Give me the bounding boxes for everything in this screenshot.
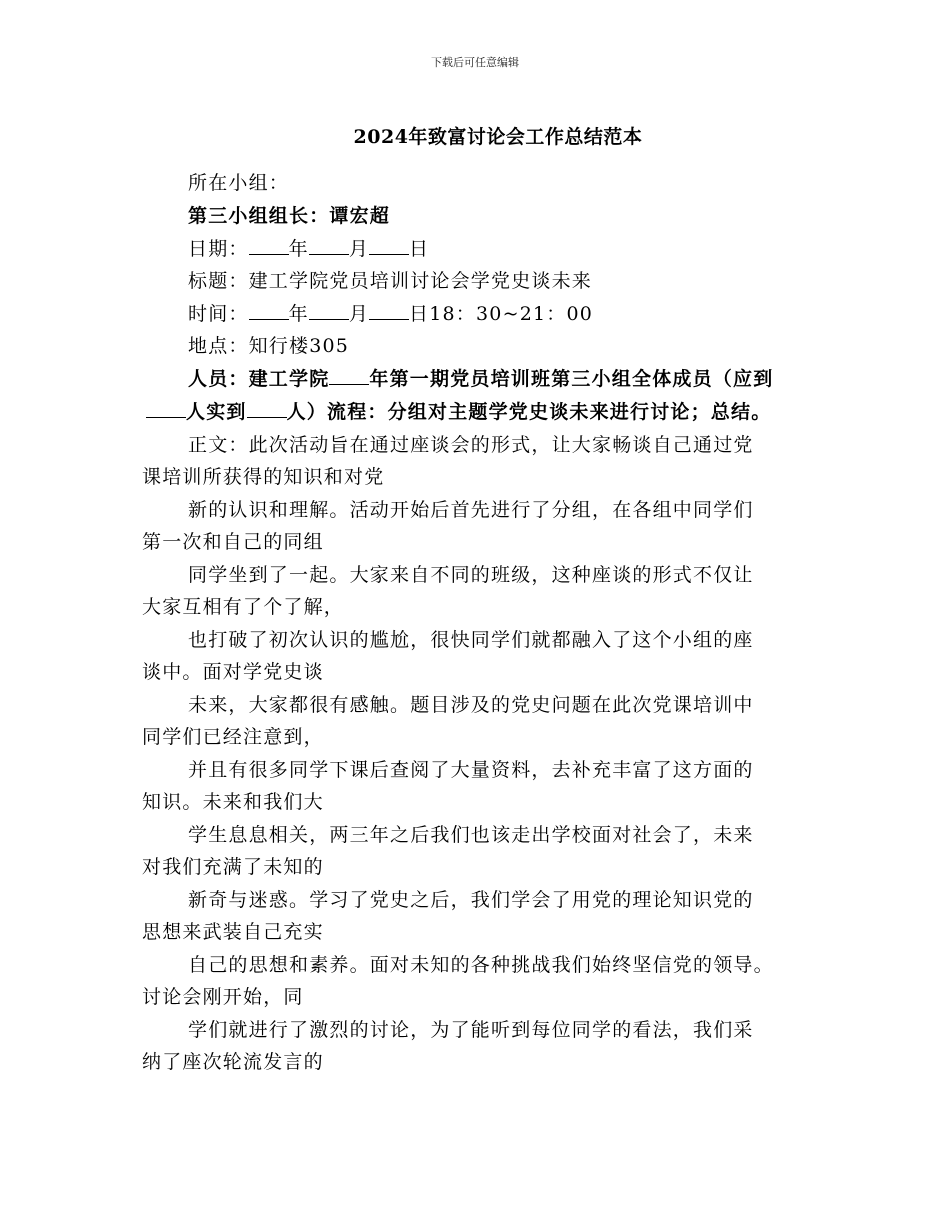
body-line: 谈中。面对学党史谈 — [142, 661, 324, 683]
location-line: 地点：知行楼305 — [188, 335, 350, 357]
day-label: 日 — [409, 238, 430, 260]
body-line: 知识。未来和我们大 — [142, 791, 324, 813]
body-line: 纳了座次轮流发言的 — [142, 1051, 324, 1073]
blank-field — [369, 303, 409, 320]
process-text: 人）流程：分组对主题学党史谈未来进行讨论；总结。 — [286, 401, 772, 423]
body-line: 同学坐到了一起。大家来自不同的班级，这种座谈的形式不仅让 — [188, 564, 754, 586]
body-line: 讨论会刚开始，同 — [142, 986, 304, 1008]
time-line — [188, 299, 593, 326]
leader-line: 第三小组组长：谭宏超 — [188, 205, 391, 227]
people-line — [188, 364, 773, 391]
body-line: 第一次和自己的同组 — [142, 531, 324, 553]
blank-field — [309, 303, 349, 320]
body-line: 未来，大家都很有感触。题目涉及的党史问题在此次党课培训中 — [188, 694, 754, 716]
body-line: 同学们已经注意到， — [142, 726, 324, 748]
blank-field — [329, 368, 369, 385]
body-line: 也打破了初次认识的尴尬，很快同学们就都融入了这个小组的座 — [188, 629, 754, 651]
blank-field — [247, 401, 287, 418]
body-line: 自己的思想和素养。面对未知的各种挑战我们始终坚信党的领导。 — [188, 954, 774, 976]
body-line: 新奇与迷惑。学习了党史之后，我们学会了用党的理论知识党的 — [188, 889, 754, 911]
document-title: 2024年致富讨论会工作总结范本 — [353, 126, 643, 148]
body-line: 思想来武装自己充实 — [142, 921, 324, 943]
date-line — [188, 234, 429, 261]
blank-field — [249, 303, 289, 320]
blank-field — [146, 401, 186, 418]
body-line: 学生息息相关，两三年之后我们也该走出学校面对社会了，未来 — [188, 824, 754, 846]
group-line: 所在小组： — [188, 172, 290, 194]
date-label: 日期： — [188, 238, 249, 260]
month-label: 月 — [348, 238, 370, 260]
body-line: 正文：此次活动旨在通过座谈会的形式，让大家畅谈自己通过党 — [188, 434, 754, 456]
blank-field — [309, 238, 349, 255]
people-line-2 — [146, 397, 771, 424]
body-line: 新的认识和理解。活动开始后首先进行了分组，在各组中同学们 — [188, 499, 754, 521]
page-header-note: 下载后可任意编辑 — [431, 56, 519, 69]
body-line: 大家互相有了个了解， — [142, 596, 345, 618]
body-line: 课培训所获得的知识和对党 — [142, 466, 385, 488]
people-text: 人员：建工学院 — [188, 368, 330, 390]
people-text: 人实到 — [186, 401, 247, 423]
blank-field — [369, 238, 409, 255]
people-text: 年第一期党员培训班第三小组全体成员（应到 — [369, 368, 774, 390]
year-label: 年 — [288, 238, 309, 260]
subject-line: 标题：建工学院党员培训讨论会学党史谈未来 — [188, 270, 593, 292]
time-label: 时间： — [188, 303, 249, 325]
body-line: 对我们充满了未知的 — [142, 856, 324, 878]
body-line: 并且有很多同学下课后查阅了大量资料，去补充丰富了这方面的 — [188, 759, 754, 781]
blank-field — [249, 238, 289, 255]
time-suffix: 日18：30~21：00 — [409, 303, 594, 325]
body-line: 学们就进行了激烈的讨论，为了能听到每位同学的看法，我们采 — [188, 1019, 754, 1041]
month-label: 月 — [348, 303, 370, 325]
year-label: 年 — [288, 303, 309, 325]
